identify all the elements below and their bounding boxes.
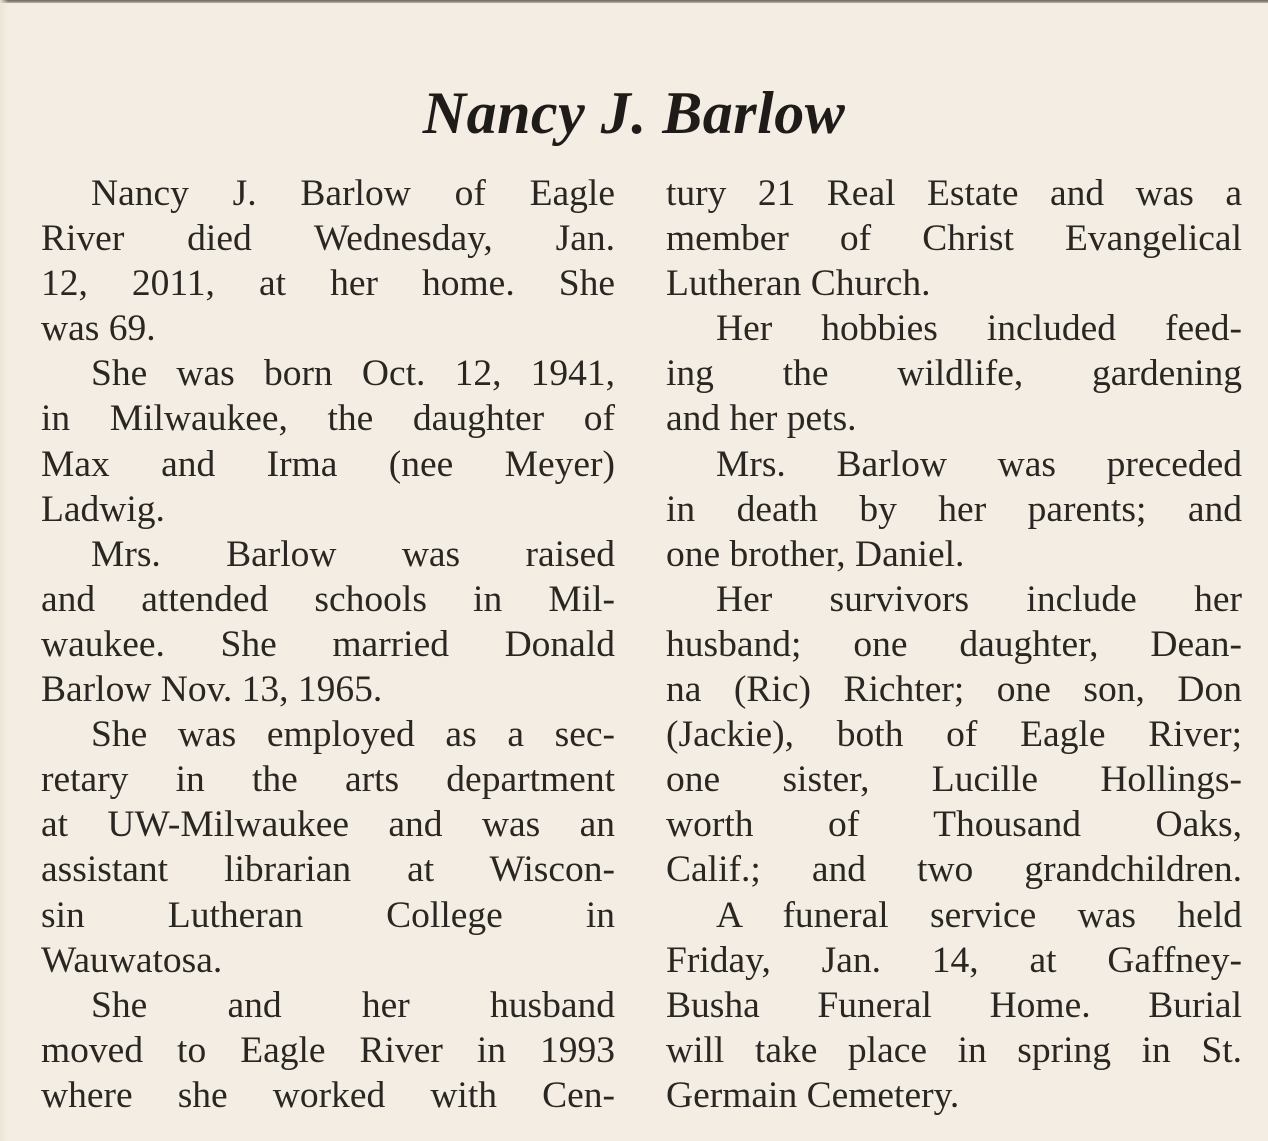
- text-line: husband; one daughter, Dean-: [666, 623, 1242, 665]
- obituary-title: Nancy J. Barlow: [422, 80, 846, 147]
- text-line: na (Ric) Richter; one son, Don: [666, 669, 1242, 711]
- text-line: Germain Cemetery.: [666, 1074, 960, 1116]
- text-line: waukee. She married Donald: [41, 623, 615, 665]
- text-line: Mrs. Barlow was raised: [91, 533, 615, 575]
- text-line: Friday, Jan. 14, at Gaffney-: [666, 939, 1242, 981]
- text-line: She was born Oct. 12, 1941,: [91, 353, 615, 395]
- text-line: She and her husband: [91, 984, 615, 1026]
- right-column: [666, 171, 1242, 1118]
- text-line: She was employed as a sec-: [91, 714, 615, 756]
- text-line: in Milwaukee, the daughter of: [41, 398, 615, 440]
- text-line: Nancy J. Barlow of Eagle: [91, 173, 615, 214]
- text-line: (Jackie), both of Eagle River;: [666, 714, 1242, 756]
- text-line: moved to Eagle River in 1993: [41, 1029, 615, 1071]
- text-line: one brother, Daniel.: [666, 533, 965, 575]
- page-top-edge: [0, 0, 1268, 3]
- text-line: Max and Irma (nee Meyer): [41, 443, 615, 485]
- text-line: Ladwig.: [41, 488, 165, 530]
- text-line: retary in the arts department: [41, 759, 615, 801]
- text-line: Her hobbies included feed-: [716, 308, 1242, 350]
- text-line: worth of Thousand Oaks,: [666, 804, 1242, 846]
- text-line: in death by her parents; and: [666, 488, 1242, 530]
- text-line: was 69.: [41, 308, 156, 350]
- text-line: River died Wednesday, Jan.: [41, 218, 615, 260]
- text-line: one sister, Lucille Hollings-: [666, 759, 1242, 801]
- text-line: will take place in spring in St.: [666, 1029, 1242, 1071]
- text-line: Lutheran Church.: [666, 263, 931, 305]
- text-line: tury 21 Real Estate and was a: [666, 173, 1242, 214]
- text-line: member of Christ Evangelical: [666, 218, 1242, 260]
- left-column: [41, 171, 615, 1118]
- text-line: 12, 2011, at her home. She: [41, 263, 615, 305]
- text-line: at UW-Milwaukee and was an: [41, 804, 615, 846]
- text-line: Her survivors include her: [716, 578, 1242, 620]
- text-line: A funeral service was held: [716, 894, 1242, 936]
- text-line: and attended schools in Mil-: [41, 578, 615, 620]
- text-line: Barlow Nov. 13, 1965.: [41, 669, 383, 711]
- text-line: Wauwatosa.: [41, 939, 223, 981]
- text-line: sin Lutheran College in: [41, 894, 615, 936]
- text-line: ing the wildlife, gardening: [666, 353, 1242, 395]
- page-left-edge: [0, 0, 8, 1141]
- text-line: assistant librarian at Wiscon-: [41, 849, 615, 891]
- text-line: where she worked with Cen-: [41, 1074, 615, 1116]
- text-line: Busha Funeral Home. Burial: [666, 984, 1242, 1026]
- text-line: Calif.; and two grandchildren.: [666, 849, 1242, 891]
- text-line: Mrs. Barlow was preceded: [716, 443, 1242, 485]
- text-line: and her pets.: [666, 398, 857, 440]
